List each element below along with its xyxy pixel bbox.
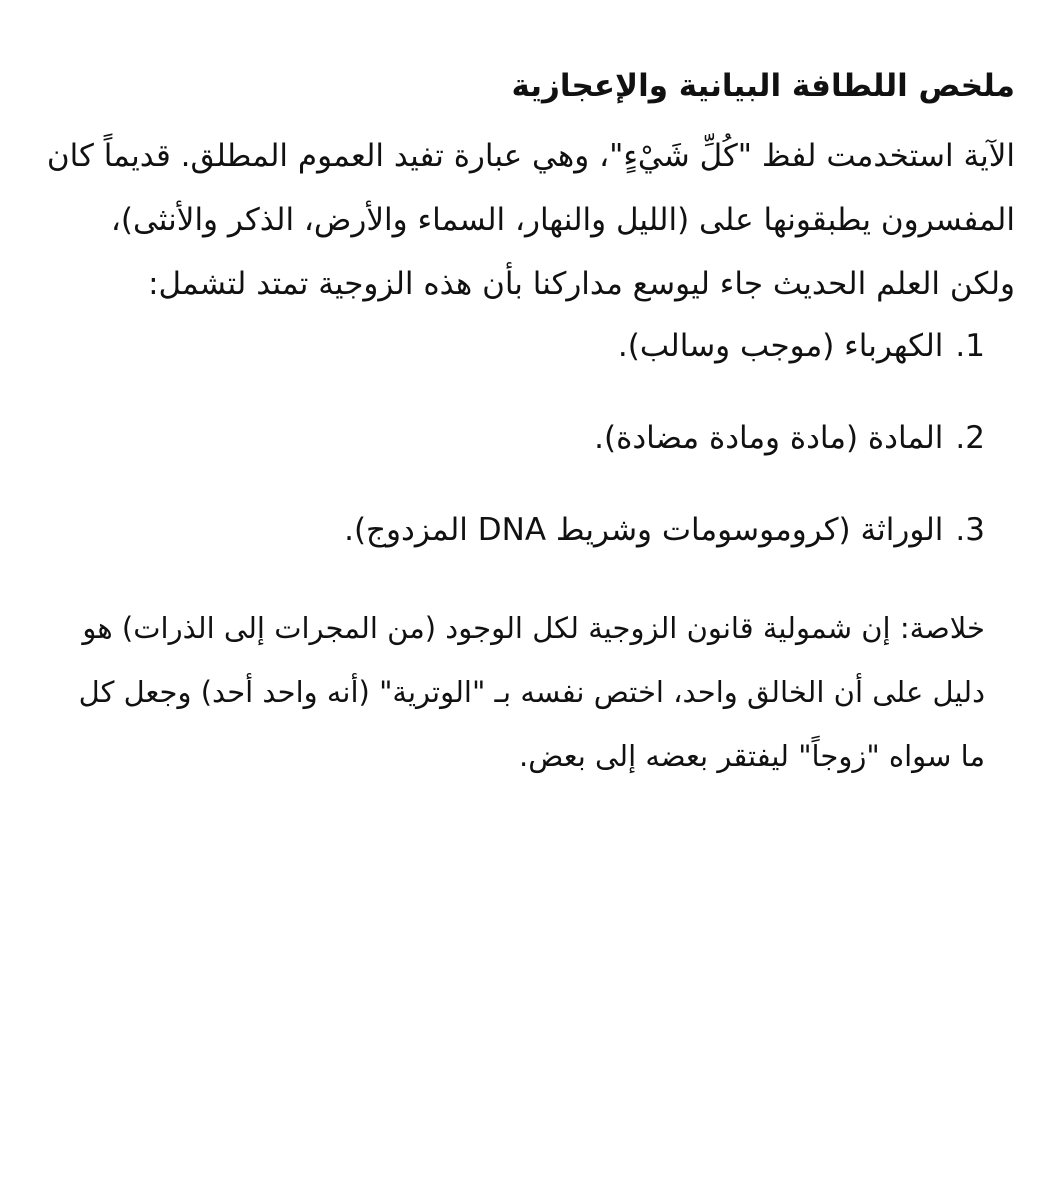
duality-list: [40, 320, 1015, 556]
list-item-number: 2.: [955, 420, 985, 456]
list-item-text: المادة (مادة ومادة مضادة).: [594, 420, 944, 456]
list-item-text: الكهرباء (موجب وسالب).: [617, 328, 944, 364]
intro-paragraph: الآية استخدمت لفظ "كُلِّ شَيْءٍ"، وهي عبارة تفيد العموم المطلق. قديماً كان المفسرون يطبقونها على (الليل والنهار، السماء والأرض، الذكر والأنثى)، ولكن العلم الحديث جاء ليوسع مداركنا بأن هذه الزوجية تمتد لتشمل:: [46, 138, 1015, 302]
section-heading: ملخص اللطافة البيانية والإعجازية: [511, 68, 1015, 104]
list-item: [40, 412, 985, 464]
summary-paragraph: خلاصة: إن شمولية قانون الزوجية لكل الوجود (من المجرات إلى الذرات) هو دليل على أن الخالق واحد، اختص نفسه بـ "الوترية" (أنه واحد أحد) وجعل كل ما سواه "زوجاً" ليفتقر بعضه إلى بعض.: [78, 611, 985, 773]
list-item-number: 1.: [955, 328, 985, 364]
list-item-number: 3.: [955, 512, 985, 548]
list-item-text: الوراثة (كروموسومات وشريط DNA المزدوج).: [344, 512, 944, 548]
list-item: [40, 504, 985, 556]
list-item: [40, 320, 985, 372]
